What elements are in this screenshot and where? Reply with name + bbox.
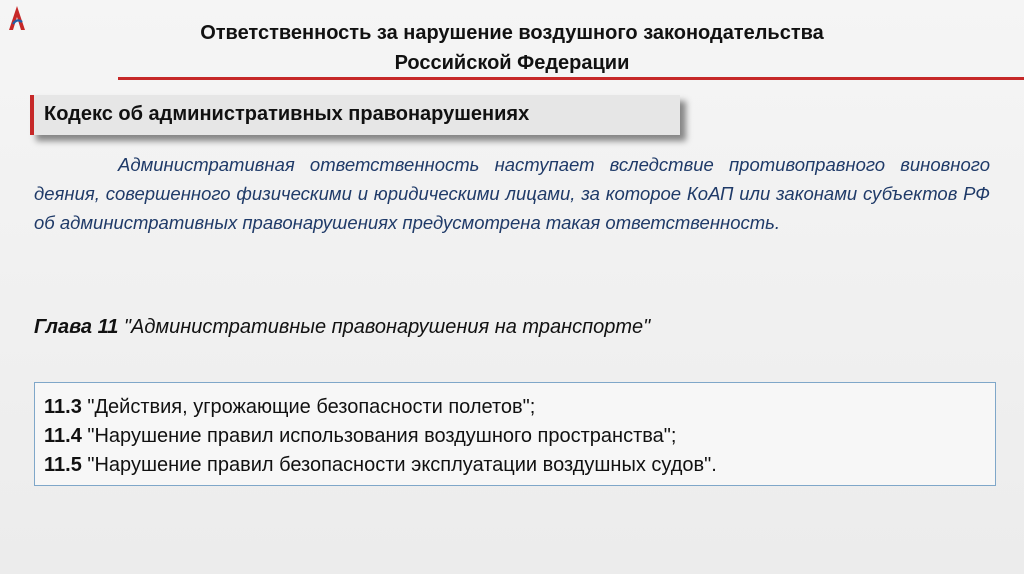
article-item <box>44 451 995 480</box>
article-text: "Действия, угрожающие безопасности полетов"; <box>87 396 536 418</box>
article-text: "Нарушение правил безопасности эксплуатации воздушных судов". <box>87 454 717 476</box>
article-text: "Нарушение правил использования воздушного пространства"; <box>87 425 677 447</box>
section-header-label: Кодекс об административных правонарушениях <box>44 103 530 125</box>
article-number: 11.4 <box>44 425 82 447</box>
chapter-heading <box>34 316 650 339</box>
chapter-title: "Административные правонарушения на транспорте" <box>123 316 651 338</box>
chapter-number: Глава 11 <box>34 316 119 338</box>
article-item <box>44 393 995 422</box>
section-header <box>30 95 680 135</box>
title-line-2: Российской Федерации <box>394 52 630 74</box>
articles-box <box>34 382 996 486</box>
article-number: 11.5 <box>44 454 82 476</box>
page-title <box>0 18 1024 78</box>
article-item <box>44 422 995 451</box>
title-divider <box>118 77 1024 80</box>
article-number: 11.3 <box>44 396 82 418</box>
title-line-1: Ответственность за нарушение воздушного законодательства <box>200 22 824 44</box>
definition-paragraph: Административная ответственность наступает вследствие противоправного виновного деяния, совершенного физическими и юридическими лицами, за которое КоАП или законами субъектов РФ об административных правонарушениях предусмотрена такая ответственность. <box>34 154 990 233</box>
